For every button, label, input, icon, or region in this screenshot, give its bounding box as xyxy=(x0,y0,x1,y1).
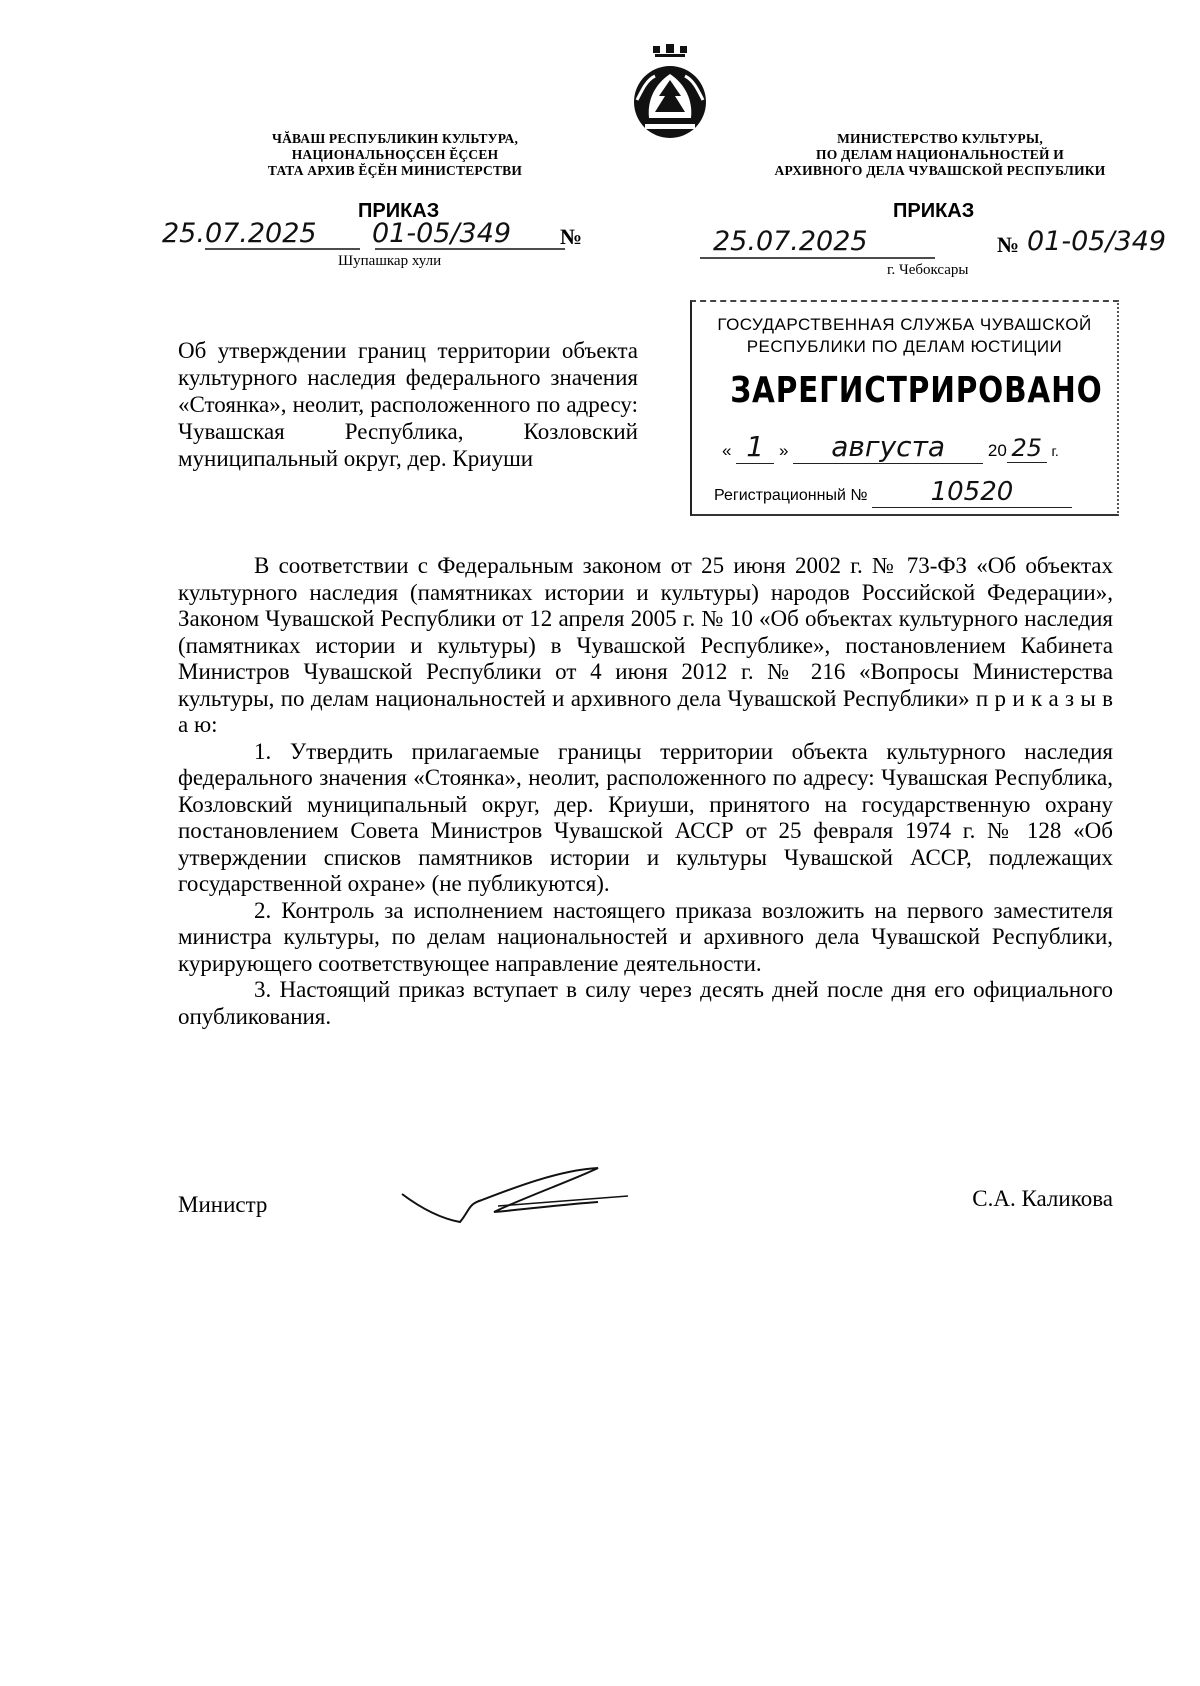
city-chuvash: Шупашкар хули xyxy=(338,253,442,269)
order-subject: Об утверждении границ территории объекта культурного наследия федерального значения «Стоянка», неолит, расположенного по адресу: Чувашская Республика, Козловский муниципальный округ, дер. Криуши xyxy=(178,338,638,471)
header-right-line-2: ПО ДЕЛАМ НАЦИОНАЛЬНОСТЕЙ И xyxy=(816,147,1064,162)
number-sign-left: № xyxy=(560,224,583,249)
order-underline-right xyxy=(700,254,970,262)
stamp-month: августа xyxy=(793,430,983,464)
stamp-quote-open: « xyxy=(722,441,732,460)
handwritten-signature xyxy=(398,1160,658,1240)
stamp-year-suffix: 25 xyxy=(1007,434,1047,463)
registration-stamp xyxy=(690,300,1119,516)
stamp-header xyxy=(692,314,1117,358)
stamp-registration-number xyxy=(714,477,1072,508)
ministry-name-chuvash xyxy=(245,131,545,179)
city-russian: г. Чебоксары xyxy=(887,262,969,278)
body-paragraph-preamble: В соответствии с Федеральным законом от 25 июня 2002 г. № 73-ФЗ «Об объектах культурного наследия (памятниках истории и культуры) народов Российской Федерации», Законом Чувашской Республики от 12 апреля 2005 г. № 10 «Об объектах культурного наследия (памятниках истории и культуры) в Чувашской Республике», постановлением Кабинета Министров Чувашской Республики от 4 июня 2012 г. № 216 «Вопросы Министерства культуры, по делам национальностей и архивного дела Чувашской Республики» п р и к а з ы в а ю: xyxy=(178,553,1113,737)
body-paragraph-1: 1. Утвердить прилагаемые границы территории объекта культурного наследия федерального значения «Стоянка», неолит, расположенного по адресу: Чувашская Республика, Козловский муниципальный округ, дер. Криуши, принятого на государственную охрану постановлением Совета Министров Чувашской АССР от 25 февраля 1974 г. № 128 «Об утверждении списков памятников истории и культуры Чувашской АССР, подлежащих государственной охране» (не публикуются). xyxy=(178,738,1113,896)
body-paragraph-3: 3. Настоящий приказ вступает в силу через десять дней после дня его официального опубликования. xyxy=(178,977,1113,1029)
signatory-name: С.А. Каликова xyxy=(972,1186,1113,1211)
number-sign-right: № xyxy=(997,232,1020,257)
stamp-quote-close: » xyxy=(778,441,789,460)
header-left-line-2: НАЦИОНАЛЬНОÇСЕН ĔÇСЕН xyxy=(291,147,499,162)
order-date-right: 25.07.2025 xyxy=(713,226,868,257)
header-right-line-1: МИНИСТЕРСТВО КУЛЬТУРЫ, xyxy=(837,131,1043,146)
header-left-line-1: ЧĂВАШ РЕСПУБЛИКИН КУЛЬТУРА, xyxy=(271,131,519,146)
stamp-registered: ЗАРЕГИСТРИРОВАНО xyxy=(730,370,1103,411)
order-date-left: 25.07.2025 xyxy=(162,218,317,249)
header-right-line-3: АРХИВНОГО ДЕЛА ЧУВАШСКОЙ РЕСПУБЛИКИ xyxy=(774,163,1106,178)
stamp-day: 1 xyxy=(736,430,774,464)
order-label-left: ПРИКАЗ xyxy=(358,200,440,222)
signature-block xyxy=(178,1180,1113,1240)
stamp-year-unit: г. xyxy=(1051,443,1059,459)
order-number-right: 01-05/349 xyxy=(1027,226,1167,257)
stamp-line-2: РЕСПУБЛИКИ ПО ДЕЛАМ ЮСТИЦИИ xyxy=(746,337,1063,356)
order-body xyxy=(178,553,1113,1030)
order-underline-left xyxy=(145,245,575,253)
stamp-line-1: ГОСУДАРСТВЕННАЯ СЛУЖБА ЧУВАШСКОЙ xyxy=(717,315,1092,334)
stamp-reg-number: 10520 xyxy=(872,477,1072,508)
order-number-left: 01-05/349 xyxy=(372,218,512,249)
header-left-line-3: ТАТА АРХИВ ĔÇĔН МИНИСТЕРСТВИ xyxy=(267,163,523,178)
body-paragraph-2: 2. Контроль за исполнением настоящего приказа возложить на первого заместителя министра культуры, по делам национальностей и архивного дела Чувашской Республики, курирующего соответствующее направление деятельности. xyxy=(178,897,1113,976)
ministry-name-russian xyxy=(740,131,1140,179)
stamp-reg-label: Регистрационный № xyxy=(714,487,868,504)
order-label-right: ПРИКАЗ xyxy=(893,200,975,222)
signatory-title: Министр xyxy=(178,1192,268,1217)
chuvash-coat-of-arms-icon xyxy=(625,40,715,145)
stamp-year-prefix: 20 xyxy=(987,441,1007,460)
stamp-date xyxy=(722,430,1059,464)
